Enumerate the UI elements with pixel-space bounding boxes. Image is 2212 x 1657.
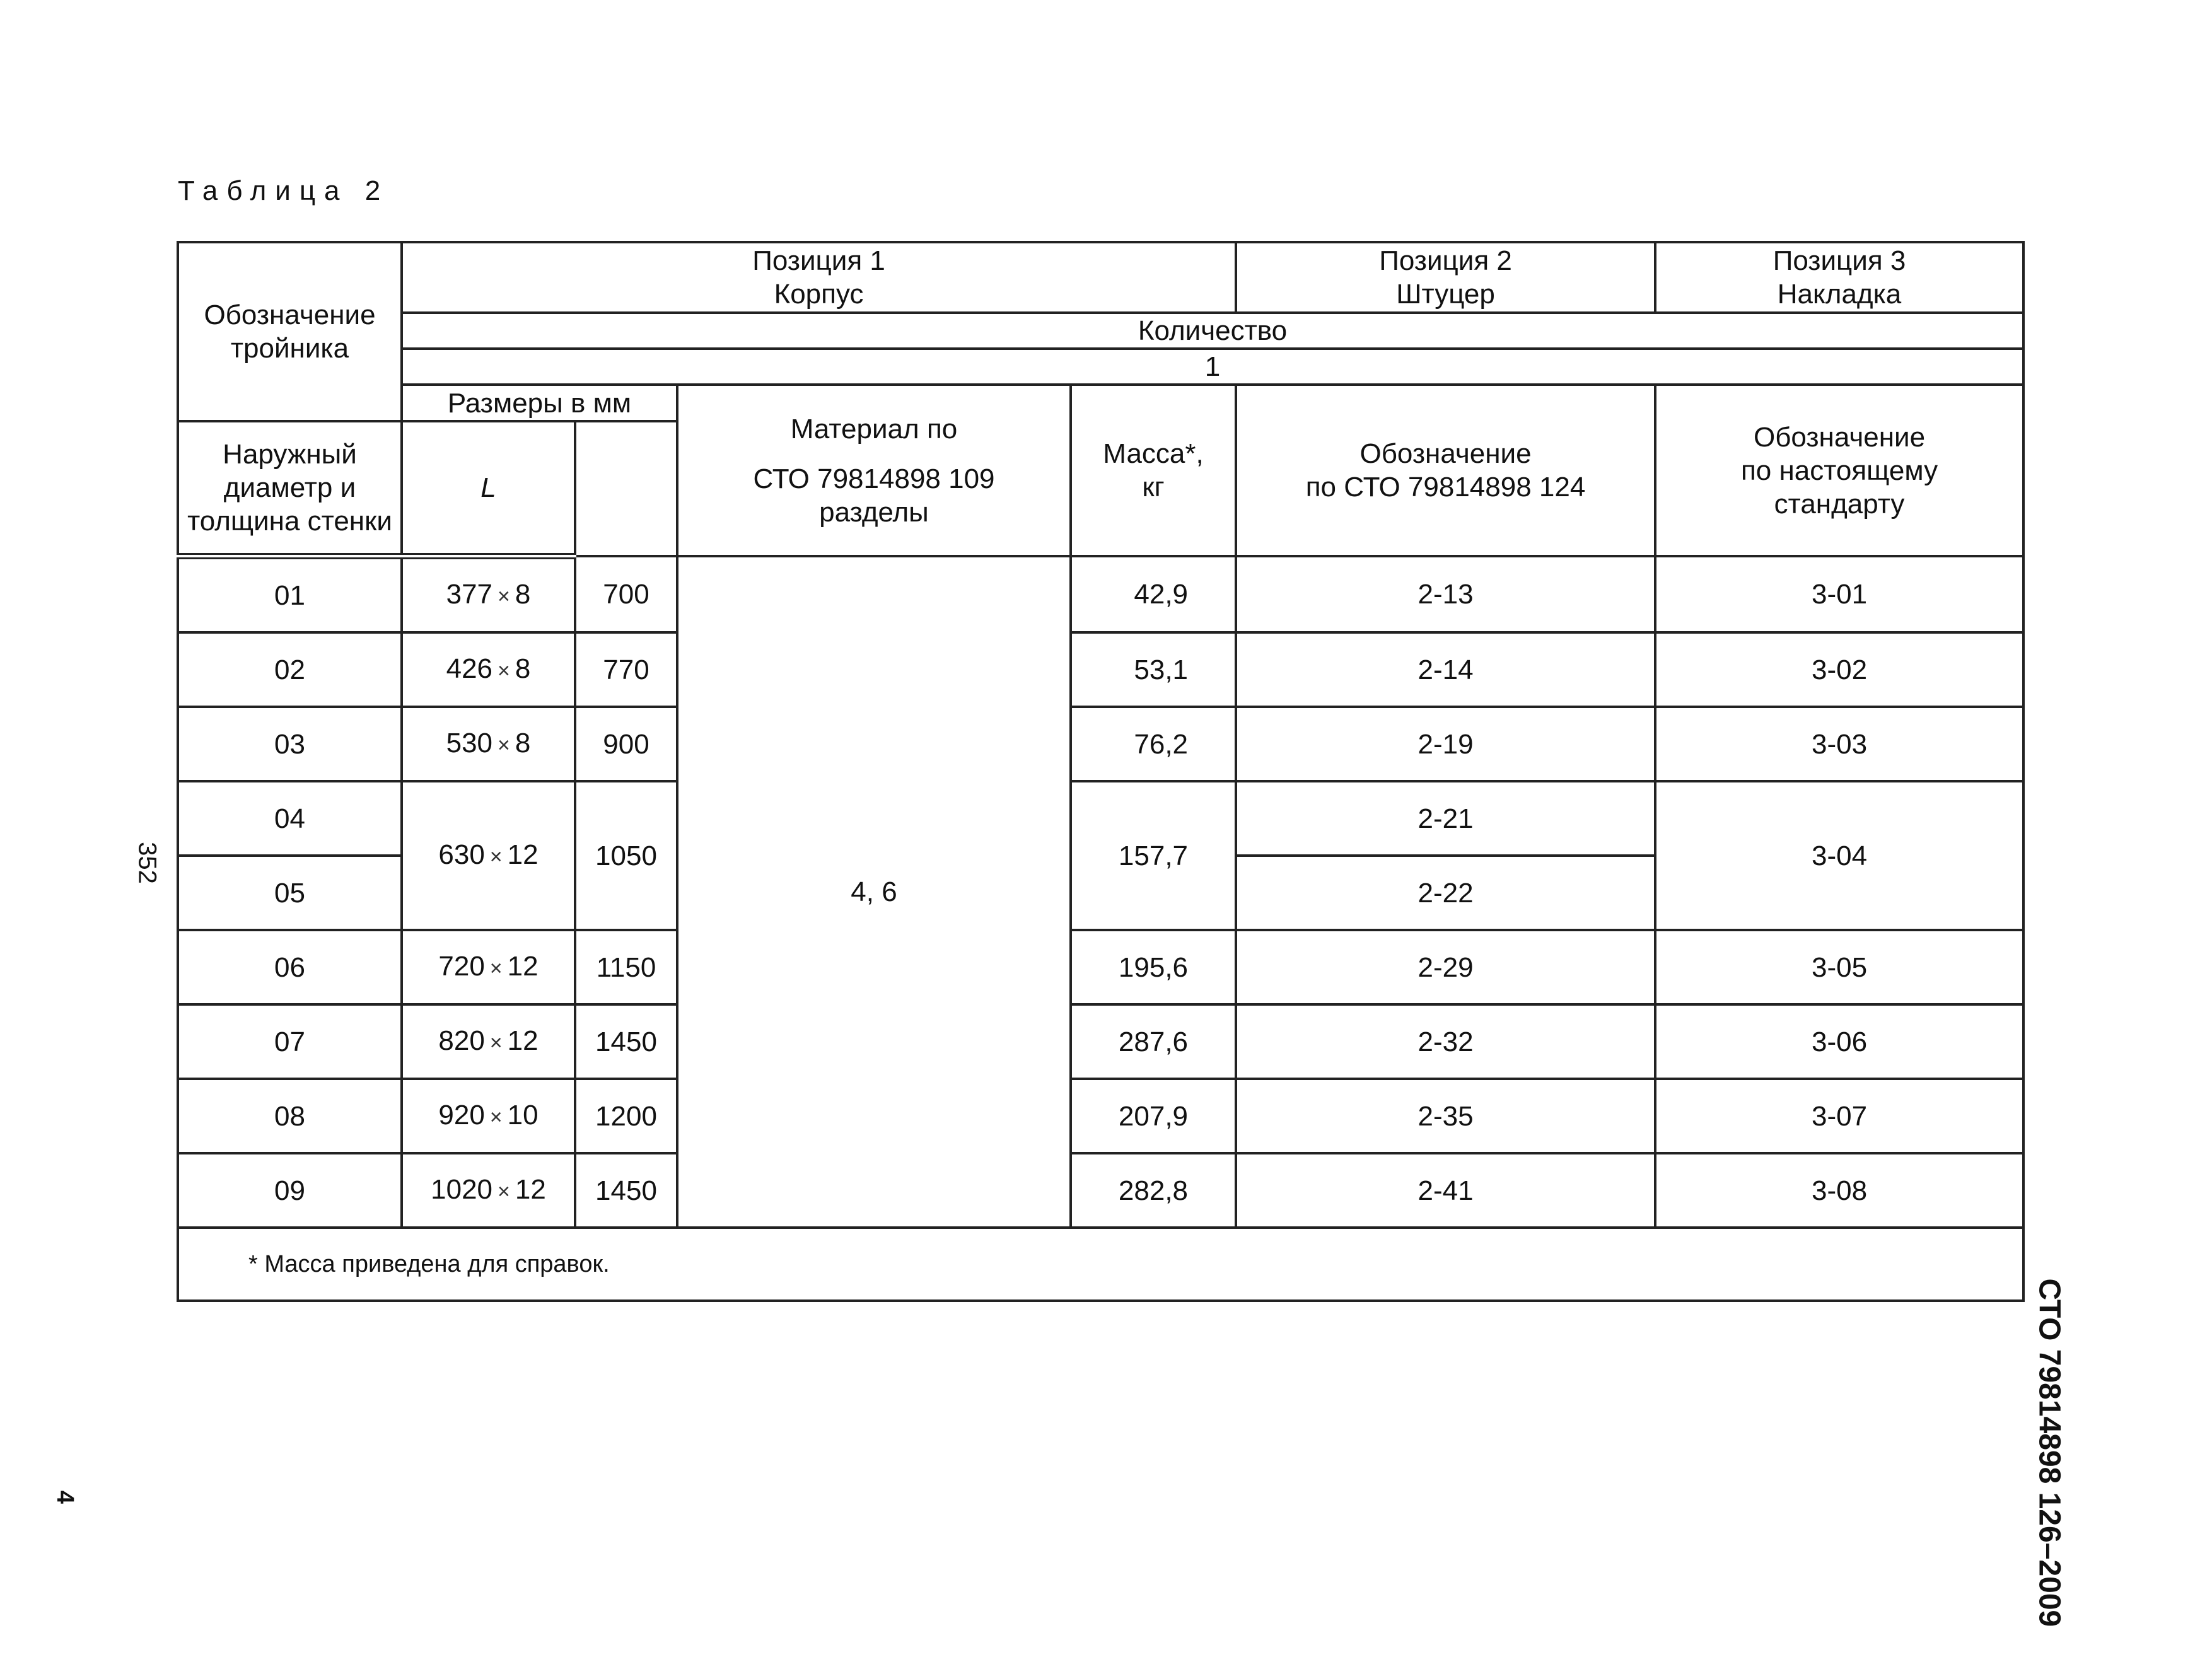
- header-designation: Обозначение тройника: [178, 242, 402, 421]
- plate-line-3: стандарту: [1774, 488, 1905, 520]
- row-code: 07: [178, 1004, 402, 1079]
- row-fitting: 2-13: [1236, 556, 1655, 632]
- row-size: [402, 707, 575, 781]
- mass-line-2: кг: [1142, 472, 1165, 503]
- row-plate: 3-07: [1655, 1079, 2023, 1153]
- times-sign: ×: [489, 1105, 503, 1129]
- position-3-label: Позиция 3: [1773, 245, 1906, 276]
- row-diameter: 1020: [431, 1173, 493, 1205]
- fitting-line-2: по СТО 79814898 124: [1305, 472, 1586, 503]
- header-quantity-value: 1: [402, 349, 2023, 385]
- row-diameter: 630: [438, 839, 485, 870]
- row-length: 1050: [575, 781, 677, 930]
- row-mass: 207,9: [1071, 1079, 1236, 1153]
- row-size: [402, 1004, 575, 1079]
- row-code: 04: [178, 781, 402, 856]
- material-line-1: Материал по: [790, 413, 958, 445]
- header-outer-diameter: Наружный диаметр и толщина стенки: [178, 421, 402, 556]
- table-row: [178, 930, 2023, 1004]
- header-length: L: [402, 421, 575, 556]
- row-thickness: 12: [515, 1173, 546, 1205]
- row-fitting: 2-19: [1236, 707, 1655, 781]
- row-mass: 195,6: [1071, 930, 1236, 1004]
- row-fitting: 2-22: [1236, 856, 1655, 930]
- row-mass: 157,7: [1071, 781, 1236, 930]
- row-fitting: 2-14: [1236, 632, 1655, 707]
- material-line-2: СТО 79814898 109: [753, 463, 995, 494]
- position-2-label: Позиция 2: [1379, 245, 1512, 276]
- row-diameter: 920: [438, 1099, 485, 1131]
- row-length: 700: [575, 556, 677, 632]
- document-code: СТО 79814898 126–2009: [2032, 1278, 2066, 1627]
- header-material: [677, 385, 1071, 556]
- row-thickness: 12: [507, 839, 538, 870]
- row-mass: 42,9: [1071, 556, 1236, 632]
- row-diameter: 426: [446, 653, 493, 684]
- footnote: * Масса приведена для справок.: [178, 1228, 2023, 1301]
- times-sign: ×: [489, 956, 503, 980]
- row-plate: 3-03: [1655, 707, 2023, 781]
- row-size: [402, 1153, 575, 1228]
- row-length: 1150: [575, 930, 677, 1004]
- times-sign: ×: [498, 584, 510, 608]
- row-plate: 3-06: [1655, 1004, 2023, 1079]
- row-plate: 3-01: [1655, 556, 2023, 632]
- row-length: 1450: [575, 1153, 677, 1228]
- header-mass: [1071, 385, 1236, 556]
- header-position-3: [1655, 242, 2023, 313]
- header-dimensions: Размеры в мм: [402, 385, 677, 421]
- row-size: [402, 1079, 575, 1153]
- row-fitting: 2-32: [1236, 1004, 1655, 1079]
- row-length: 900: [575, 707, 677, 781]
- row-mass: 282,8: [1071, 1153, 1236, 1228]
- plate-line-1: Обозначение: [1753, 421, 1926, 453]
- times-sign: ×: [498, 658, 510, 683]
- row-size: [402, 781, 575, 930]
- row-code: 06: [178, 930, 402, 1004]
- times-sign: ×: [498, 1179, 510, 1204]
- row-plate: 3-08: [1655, 1153, 2023, 1228]
- table-row: [178, 1079, 2023, 1153]
- row-thickness: 10: [507, 1099, 538, 1131]
- fitting-line-1: Обозначение: [1359, 438, 1532, 469]
- position-3-name: Накладка: [1777, 279, 1902, 310]
- row-thickness: 8: [515, 578, 531, 610]
- row-plate: 3-02: [1655, 632, 2023, 707]
- row-diameter: 377: [446, 578, 493, 610]
- table-row: [178, 707, 2023, 781]
- row-diameter: 720: [438, 950, 485, 982]
- row-plate: 3-04: [1655, 781, 2023, 930]
- row-code: 05: [178, 856, 402, 930]
- row-code: 02: [178, 632, 402, 707]
- row-mass: 287,6: [1071, 1004, 1236, 1079]
- row-fitting: 2-21: [1236, 781, 1655, 856]
- row-fitting: 2-35: [1236, 1079, 1655, 1153]
- row-fitting: 2-29: [1236, 930, 1655, 1004]
- row-diameter: 530: [446, 727, 493, 759]
- row-length: 1450: [575, 1004, 677, 1079]
- row-thickness: 12: [507, 950, 538, 982]
- corner-page-number: 4: [52, 1490, 79, 1504]
- times-sign: ×: [489, 1030, 503, 1055]
- row-length: 1200: [575, 1079, 677, 1153]
- header-fitting-designation: [1236, 385, 1655, 556]
- row-size: [402, 930, 575, 1004]
- row-thickness: 8: [515, 653, 531, 684]
- table-row: [178, 781, 2023, 856]
- row-diameter: 820: [438, 1025, 485, 1056]
- header-plate-designation: [1655, 385, 2023, 556]
- table-row: [178, 1004, 2023, 1079]
- material-line-3: разделы: [819, 496, 929, 528]
- header-position-2: [1236, 242, 1655, 313]
- row-size: [402, 556, 575, 632]
- row-thickness: 12: [507, 1025, 538, 1056]
- times-sign: ×: [489, 844, 503, 869]
- mass-line-1: Масса*,: [1103, 438, 1204, 469]
- row-mass: 76,2: [1071, 707, 1236, 781]
- row-fitting: 2-41: [1236, 1153, 1655, 1228]
- table-caption: Таблица 2: [178, 175, 390, 206]
- times-sign: ×: [498, 733, 510, 757]
- position-1-label: Позиция 1: [752, 245, 885, 276]
- row-code: 08: [178, 1079, 402, 1153]
- header-position-1: [402, 242, 1236, 313]
- material-sections: 4, 6: [677, 556, 1071, 1228]
- plate-line-2: по настоящему: [1740, 455, 1938, 486]
- position-1-name: Корпус: [774, 279, 864, 310]
- table-row: [178, 556, 2023, 632]
- row-thickness: 8: [515, 727, 531, 759]
- table-row: [178, 1153, 2023, 1228]
- side-page-number: 352: [133, 842, 161, 884]
- specification-table: [177, 241, 2025, 1302]
- table-row: [178, 632, 2023, 707]
- position-2-name: Штуцер: [1396, 279, 1495, 310]
- row-plate: 3-05: [1655, 930, 2023, 1004]
- header-quantity: Количество: [402, 313, 2023, 349]
- row-code: 09: [178, 1153, 402, 1228]
- row-size: [402, 632, 575, 707]
- row-length: 770: [575, 632, 677, 707]
- row-code: 01: [178, 556, 402, 632]
- row-mass: 53,1: [1071, 632, 1236, 707]
- row-code: 03: [178, 707, 402, 781]
